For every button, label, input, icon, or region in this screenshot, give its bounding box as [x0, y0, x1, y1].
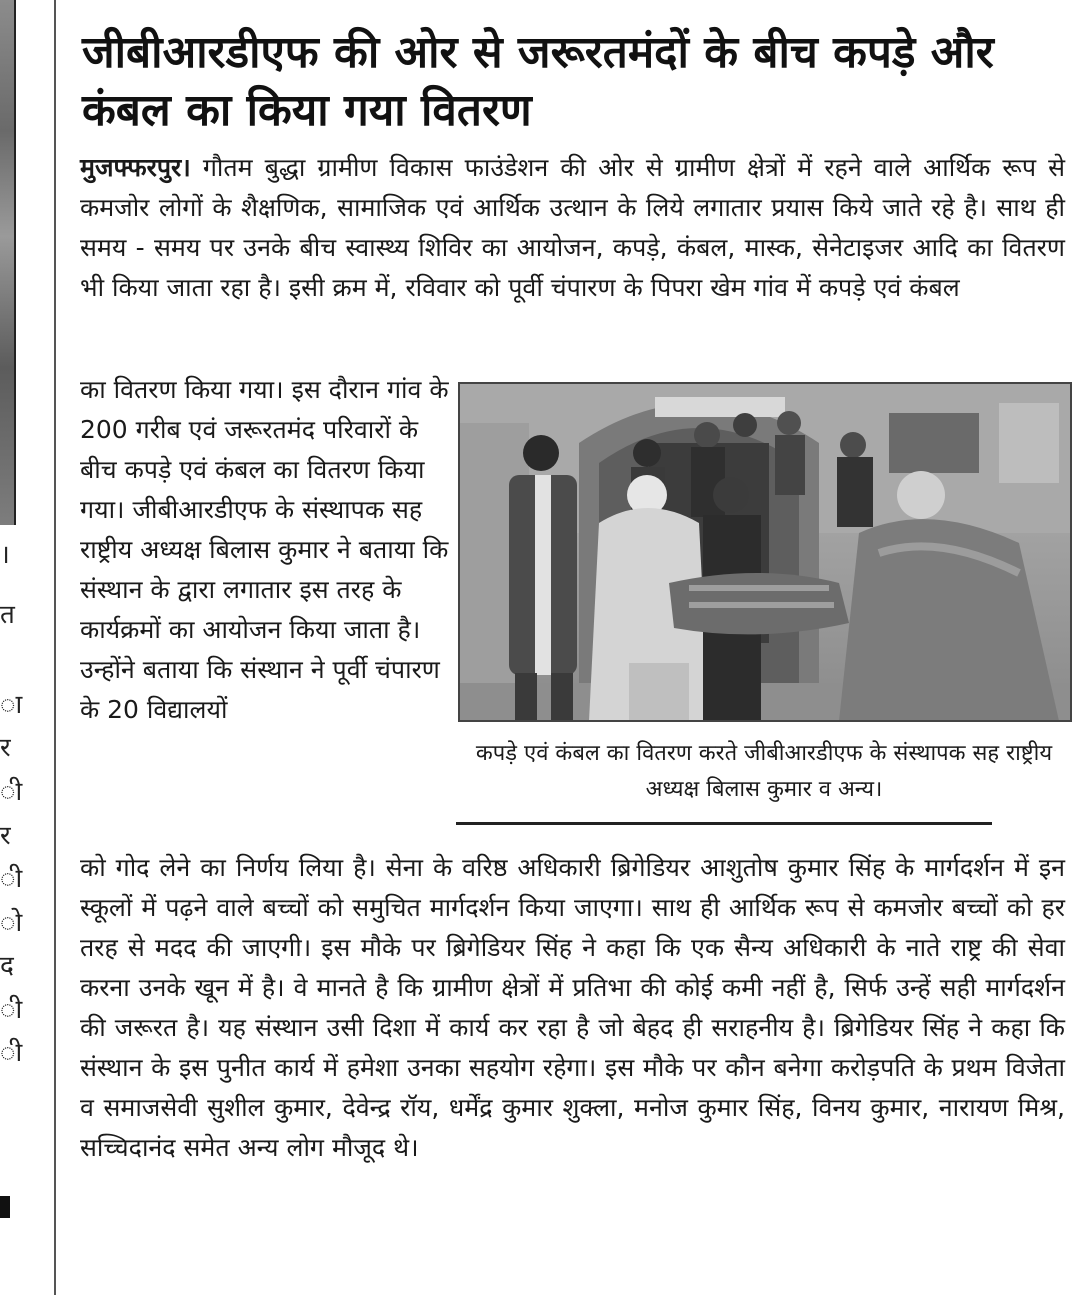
left-text-fragment: ी — [0, 1038, 23, 1068]
left-text-fragment: ो — [0, 908, 23, 938]
left-text-fragment: र — [0, 733, 11, 763]
news-article — [70, 0, 1070, 1295]
article-dateline: मुजफ्फरपुर। — [80, 153, 191, 182]
article-paragraph-top-text: गौतम बुद्धा ग्रामीण विकास फाउंडेशन की ओर से ग्रामीण क्षेत्रों में रहने वाले आर्थिक रूप से कमजोर लोगों के शैक्षणिक, सामाजिक एवं आर्थिक उत्थान के लिये लगातार प्रयास किये जाते रहे है। साथ ही समय - समय पर उनके बीच स्वास्थ्य शिविर का आयोजन, कपड़े, कंबल, मास्क, सेनेटाइजर आदि का वितरण भी किया जाता रहा है। इसी क्रम में, रविवार को पूर्वी चंपारण के पिपरा खेम गांव में कपड़े एवं कंबल — [80, 153, 1065, 302]
left-text-fragment: ी — [0, 777, 23, 807]
left-text-fragment: ा — [0, 690, 23, 720]
left-black-marker — [0, 1196, 10, 1218]
left-text-fragment: । — [0, 540, 10, 570]
left-text-fragment: र — [0, 821, 11, 851]
left-text-fragment: ी — [0, 864, 23, 894]
cropped-top-text-strip — [70, 0, 1070, 10]
left-text-fragment: ी — [0, 995, 23, 1025]
left-cropped-photo — [0, 0, 14, 525]
column-separator — [54, 0, 56, 1295]
photo-caption: कपड़े एवं कंबल का वितरण करते जीबीआरडीएफ के संस्थापक सह राष्ट्रीय अध्यक्ष बिलास कुमार व अन्य। — [475, 741, 1053, 802]
photo-illustration — [459, 383, 1071, 721]
left-text-fragment: द — [0, 951, 14, 981]
article-paragraph-left: का वितरण किया गया। इस दौरान गांव के 200 गरीब एवं जरूरतमंद परिवारों के बीच कपड़े एवं कंबल का वितरण किया गया। जीबीआरडीएफ के संस्थापक सह राष्ट्रीय अध्यक्ष बिलास कुमार ने बताया कि संस्थान के द्वारा लगातार इस तरह के कार्यक्रमों का आयोजन किया जाता है। उन्होंने बताया कि संस्थान ने पूर्वी चंपारण के 20 विद्यालयों — [80, 375, 449, 724]
left-photo-border — [14, 0, 16, 525]
left-cropped-column — [0, 0, 23, 1295]
caption-divider — [456, 822, 992, 825]
article-paragraph-bottom: को गोद लेने का निर्णय लिया है। सेना के वरिष्ठ अधिकारी ब्रिगेडियर आशुतोष कुमार सिंह के मार्गदर्शन में इन स्कूलों में पढ़ने वाले बच्चों को समुचित मार्गदर्शन किया जाएगा। साथ ही आर्थिक रूप से कमजोर बच्चों को हर तरह से मदद की जाएगी। इस मौके पर ब्रिगेडियर सिंह ने कहा कि एक सैन्य अधिकारी के नाते राष्ट्र की सेवा करना उनके खून में है। वे मानते है कि ग्रामीण क्षेत्रों में प्रतिभा की कोई कमी नहीं है, सिर्फ उन्हें सही मार्गदर्शन की जरूरत है। यह संस्थान उसी दिशा में कार्य कर रहा है जो बेहद ही सराहनीय है। ब्रिगेडियर सिंह ने कहा कि संस्थान के इस पुनीत कार्य में हमेशा उनका सहयोग रहेगा। इस मौके पर कौन बनेगा करोड़पति के प्रथम विजेता व समाजसेवी सुशील कुमार, देवेन्द्र रॉय, धर्मेंद्र कुमार शुक्ला, मनोज कुमार सिंह, विनय कुमार, नारायण मिश्र, सच्चिदानंद समेत अन्य लोग मौजूद थे। — [80, 853, 1065, 1162]
article-headline: जीबीआरडीएफ की ओर से जरूरतमंदों के बीच कपड़े और कंबल का किया गया वितरण — [82, 27, 994, 136]
left-text-fragment: त — [0, 600, 15, 630]
article-photo — [458, 382, 1072, 722]
article-paragraph-top — [80, 148, 1065, 308]
